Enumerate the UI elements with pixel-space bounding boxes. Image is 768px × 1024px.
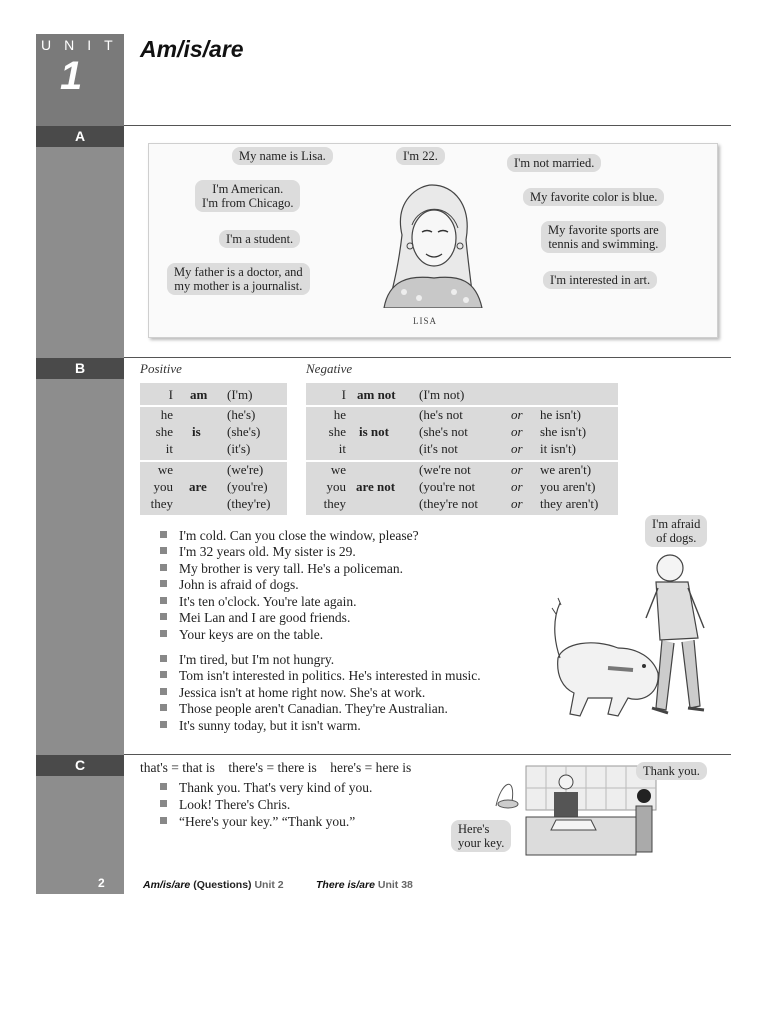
example-sentence: Tom isn't interested in politics. He's interested in music.	[160, 668, 481, 685]
neg-verb: is not	[359, 424, 389, 439]
neg-verb: are not	[356, 479, 396, 494]
speech-bubble-parents: My father is a doctor, and my mother is a journalist.	[167, 263, 310, 295]
neg-short: (I'm not)	[419, 387, 465, 402]
neg-pronoun: he	[333, 407, 346, 422]
section-b-label: B	[36, 358, 124, 379]
example-sentence: Look! There's Chris.	[160, 797, 290, 814]
page-title: Am/is/are	[140, 36, 244, 62]
pos-short: (we're)	[227, 462, 264, 477]
neg-or: or	[511, 424, 523, 439]
speech-bubble-student: I'm a student.	[219, 230, 300, 248]
neg-alt: we aren't)	[540, 462, 592, 477]
pos-pronoun: she	[155, 424, 173, 439]
example-sentence: It's sunny today, but it isn't warm.	[160, 718, 361, 735]
neg-pronoun: I	[341, 387, 346, 402]
neg-short: (they're not	[419, 496, 479, 511]
pos-pronoun: they	[150, 496, 173, 511]
neg-alt: you aren't)	[540, 479, 596, 494]
section-b-rule	[124, 357, 731, 358]
lisa-caption: LISA	[413, 316, 437, 326]
neg-pronoun: they	[323, 496, 346, 511]
neg-short: (she's not	[419, 424, 468, 439]
lisa-illustration	[374, 180, 486, 308]
neg-alt: it isn't)	[540, 441, 576, 456]
speech-bubble-key: Here's your key.	[451, 820, 511, 852]
neg-pronoun: she	[328, 424, 346, 439]
example-sentence: I'm tired, but I'm not hungry.	[160, 652, 334, 669]
example-sentence: Thank you. That's very kind of you.	[160, 780, 372, 797]
neg-or: or	[511, 462, 523, 477]
example-sentence: I'm 32 years old. My sister is 29.	[160, 544, 356, 561]
example-sentence: Mei Lan and I are good friends.	[160, 610, 350, 627]
neg-alt: he isn't)	[540, 407, 581, 422]
negative-heading: Negative	[306, 361, 353, 376]
neg-pronoun: we	[330, 462, 346, 477]
speech-bubble-sports: My favorite sports are tennis and swimming.	[541, 221, 666, 253]
speech-bubble-color: My favorite color is blue.	[523, 188, 664, 206]
pos-verb: is	[192, 424, 201, 439]
neg-alt: she isn't)	[540, 424, 587, 439]
footer-ref-there-is[interactable]: There is/are Unit 38	[316, 879, 413, 891]
neg-or: or	[511, 407, 523, 422]
example-sentence: John is afraid of dogs.	[160, 577, 299, 594]
section-c-label: C	[36, 755, 124, 776]
speech-bubble-married: I'm not married.	[507, 154, 601, 172]
pos-pronoun: it	[165, 441, 173, 456]
speech-bubble-name: My name is Lisa.	[232, 147, 333, 165]
man-and-dog-illustration	[548, 548, 718, 726]
example-sentence: My brother is very tall. He's a policeman.	[160, 561, 403, 578]
speech-bubble-age: I'm 22.	[396, 147, 445, 165]
neg-pronoun: you	[326, 479, 346, 494]
example-sentence: Those people aren't Canadian. They're Australian.	[160, 701, 448, 718]
section-a-rule	[124, 125, 731, 126]
example-sentence: It's ten o'clock. You're late again.	[160, 594, 357, 611]
pos-short: (he's)	[227, 407, 256, 422]
pos-short: (you're)	[227, 479, 268, 494]
pos-pronoun: we	[157, 462, 173, 477]
example-sentence: Your keys are on the table.	[160, 627, 323, 644]
speech-bubble-art: I'm interested in art.	[543, 271, 657, 289]
section-a-label: A	[36, 126, 124, 147]
speech-bubble-thanks: Thank you.	[636, 762, 707, 780]
neg-short: (you're not	[419, 479, 476, 494]
pos-short: (it's)	[227, 441, 251, 456]
pos-verb: am	[190, 387, 208, 402]
pos-verb: are	[189, 479, 207, 494]
neg-pronoun: it	[338, 441, 346, 456]
pos-short: (she's)	[227, 424, 261, 439]
negative-table	[306, 383, 618, 515]
contractions-line: that's = that is there's = there is here's = here is	[140, 760, 412, 775]
example-sentence: Jessica isn't at home right now. She's at work.	[160, 685, 425, 702]
pos-short: (I'm)	[227, 387, 253, 402]
positive-heading: Positive	[140, 361, 182, 376]
unit-word: UNIT	[41, 37, 126, 53]
neg-or: or	[511, 496, 523, 511]
neg-short: (he's not	[419, 407, 463, 422]
pos-pronoun: I	[168, 387, 173, 402]
speech-bubble-american: I'm American. I'm from Chicago.	[195, 180, 300, 212]
pos-pronoun: he	[160, 407, 173, 422]
pos-short: (they're)	[227, 496, 271, 511]
neg-verb: am not	[357, 387, 396, 402]
example-sentence: I'm cold. Can you close the window, please?	[160, 528, 419, 545]
positive-table	[140, 383, 287, 515]
page-number: 2	[98, 876, 105, 890]
unit-number: 1	[60, 54, 83, 98]
section-c-rule	[124, 754, 731, 755]
neg-alt: they aren't)	[540, 496, 599, 511]
neg-short: (it's not	[419, 441, 458, 456]
neg-short: (we're not	[419, 462, 471, 477]
speech-bubble-afraid: I'm afraid of dogs.	[645, 515, 707, 547]
pos-pronoun: you	[153, 479, 173, 494]
neg-or: or	[511, 479, 523, 494]
neg-or: or	[511, 441, 523, 456]
example-sentence: “Here's your key.” “Thank you.”	[160, 814, 355, 831]
footer-ref-questions[interactable]: Am/is/are (Questions) Unit 2	[143, 879, 284, 891]
